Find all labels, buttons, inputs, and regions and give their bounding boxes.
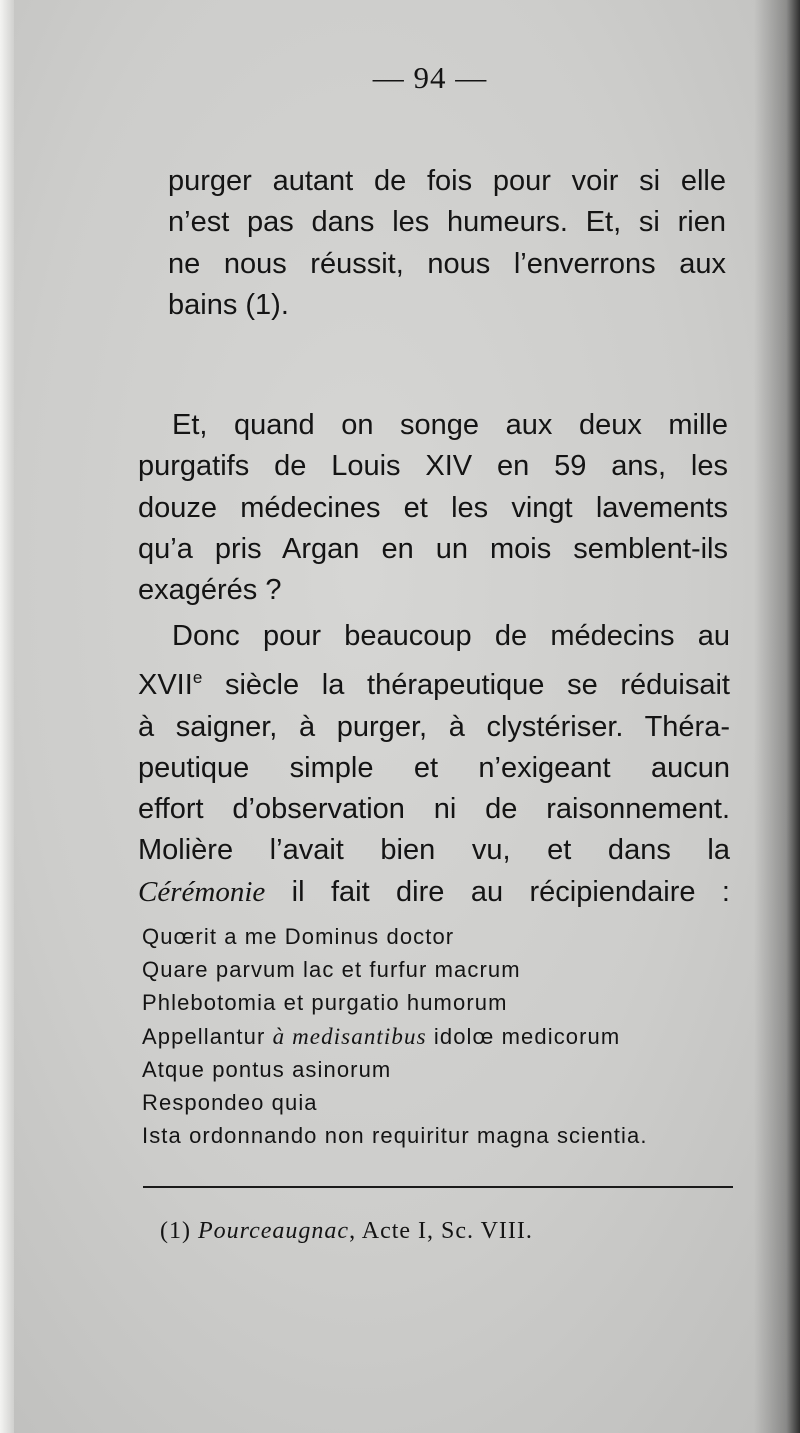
footnote-reference: , Acte I, Sc. VIII.: [349, 1218, 533, 1244]
footnote: [160, 1218, 533, 1245]
text-line: purgatifs de Louis XIV en 59 ans, les: [138, 450, 728, 483]
text-line: peutique simple et n’exigeant aucun: [138, 751, 730, 784]
text-line: douze médecines et les vingt lavements: [138, 491, 728, 524]
latin-verse: [142, 920, 742, 1152]
text-line: Molière l’avait bien vu, et dans la: [138, 834, 730, 867]
italic-phrase: à medisantibus: [272, 1023, 427, 1049]
italic-title: Cérémonie: [138, 875, 266, 908]
text-line: [138, 872, 730, 913]
page-left-edge: [0, 0, 14, 1433]
verse-line: Quœrit a me Dominus doctor: [142, 924, 455, 949]
text-line: Et, quand on songe aux deux mille: [172, 409, 728, 441]
paragraph-3: [138, 616, 730, 913]
text-line: Donc pour beaucoup de médecins au: [172, 620, 730, 652]
text-fragment: idolœ medicorum: [426, 1023, 621, 1049]
text-line: qu’a pris Argan en un mois semblent-ils: [138, 532, 728, 565]
verse-line: Atque pontus asinorum: [142, 1056, 392, 1082]
paragraph-1: [168, 161, 726, 326]
century-numeral: XVII: [138, 669, 193, 702]
footnote-divider: [143, 1186, 733, 1188]
text-fragment: il fait dire au récipiendaire :: [265, 875, 730, 908]
text-line: purger autant de fois pour voir si elle: [168, 165, 726, 197]
paragraph-2: [138, 405, 728, 611]
text-line: n’est pas dans les humeurs. Et, si rien: [168, 206, 726, 239]
verse-line: Respondeo quia: [142, 1090, 318, 1116]
text-line: effort d’observation ni de raisonnement.: [138, 793, 730, 826]
footnote-marker: (1): [160, 1218, 198, 1244]
superscript-e: e: [192, 668, 203, 688]
text-line: exagérés ?: [138, 574, 282, 607]
verse-line: [142, 1020, 742, 1053]
verse-line: Quare parvum lac et furfur macrum: [142, 957, 521, 983]
text-line: [138, 657, 730, 706]
text-line: bains (1).: [168, 288, 289, 321]
page-number: — 94 —: [372, 60, 488, 95]
text-fragment: Appellantur: [142, 1023, 273, 1049]
verse-line: Phlebotomia et purgatio humorum: [142, 990, 508, 1016]
text-line: à saigner, à purger, à clystériser. Théra-: [138, 710, 730, 743]
text-fragment: siècle la thérapeutique se réduisait: [202, 669, 730, 702]
page-right-shadow: [754, 0, 800, 1433]
footnote-title: Pourceaugnac: [197, 1218, 350, 1244]
text-line: ne nous réussit, nous l’enverrons aux: [168, 247, 726, 280]
verse-line: Ista ordonnando non requiritur magna scientia.: [142, 1123, 648, 1149]
